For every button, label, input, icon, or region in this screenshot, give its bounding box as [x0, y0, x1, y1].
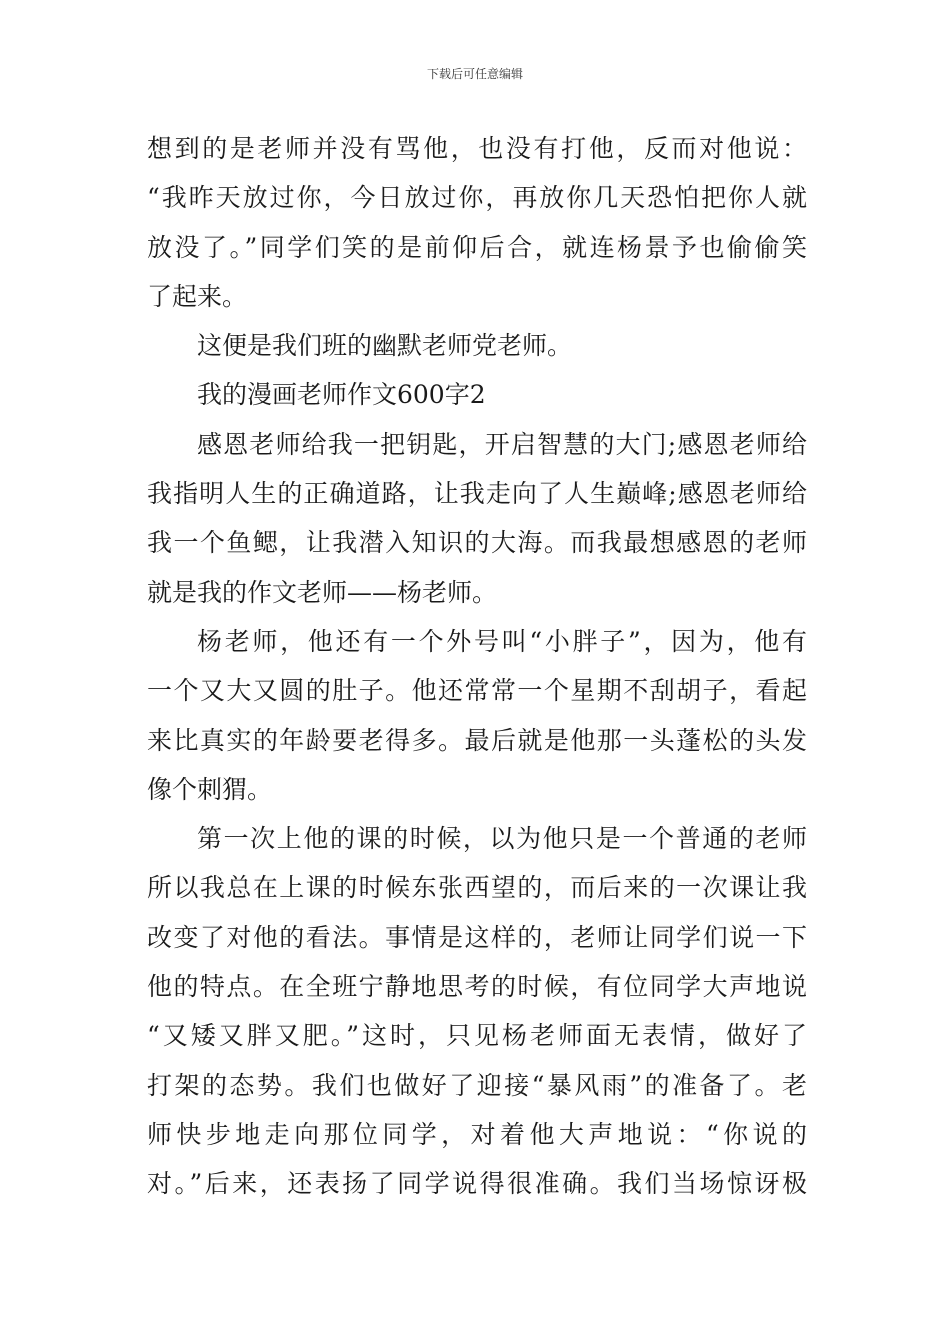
text-line: 来比真实的年龄要老得多。最后就是他那一头蓬松的头发: [147, 725, 807, 755]
text-line: 师快步地走向那位同学，对着他大声地说：“你说的: [147, 1119, 807, 1149]
text-line: 我一个鱼鳃，让我潜入知识的大海。而我最想感恩的老师: [147, 528, 807, 558]
text-line: 了起来。: [147, 281, 248, 311]
text-line: 杨老师，他还有一个外号叫“小胖子”，因为，他有: [197, 626, 807, 656]
text-line: 这便是我们班的幽默老师党老师。: [197, 331, 573, 361]
text-line: 他的特点。在全班宁静地思考的时候，有位同学大声地说: [147, 972, 807, 1002]
essay-title: 我的漫画老师作文600字2: [197, 380, 486, 410]
text-line: 改变了对他的看法。事情是这样的，老师让同学们说一下: [147, 922, 807, 952]
text-line: 想到的是老师并没有骂他，也没有打他，反而对他说：: [147, 134, 807, 163]
text-line: 第一次上他的课的时候，以为他只是一个普通的老师: [197, 824, 807, 854]
text-line: “又矮又胖又肥。”这时，只见杨老师面无表情，做好了: [147, 1021, 807, 1051]
text-line: 一个又大又圆的肚子。他还常常一个星期不刮胡子，看起: [147, 676, 807, 706]
text-line: 像个刺猬。: [147, 774, 273, 804]
text-line: 就是我的作文老师——杨老师。: [147, 577, 498, 607]
text-line: 放没了。”同学们笑的是前仰后合，就连杨景予也偷偷笑: [147, 232, 807, 262]
document-body: [147, 124, 807, 1209]
page-header: 下载后可任意编辑: [426, 67, 523, 81]
text-line: 我指明人生的正确道路，让我走向了人生巅峰;感恩老师给: [147, 479, 807, 509]
text-line: 所以我总在上课的时候东张西望的，而后来的一次课让我: [147, 873, 807, 903]
text-line: “我昨天放过你，今日放过你，再放你几天恐怕把你人就: [147, 183, 807, 213]
text-line: 感恩老师给我一把钥匙，开启智慧的大门;感恩老师给: [197, 429, 807, 459]
text-line: 打架的态势。我们也做好了迎接“暴风雨”的准备了。老: [147, 1070, 807, 1100]
text-line: 对。”后来，还表扬了同学说得很准确。我们当场惊讶极: [147, 1169, 807, 1199]
